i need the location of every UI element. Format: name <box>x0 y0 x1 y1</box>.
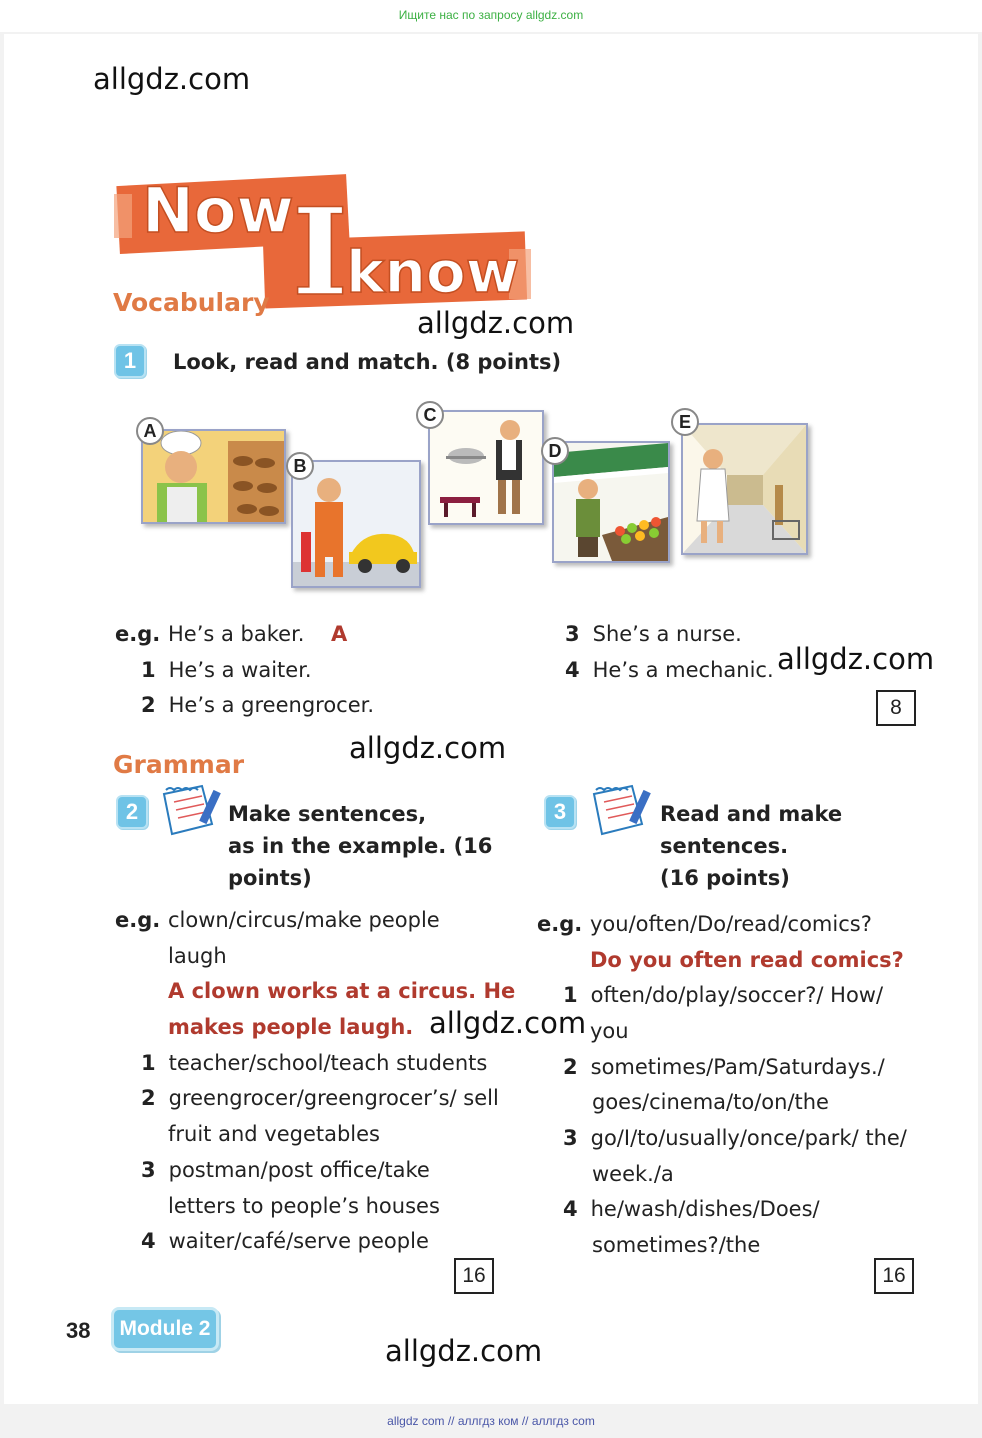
exercise-2-example-answer: A clown works at a circus. He <box>168 979 516 1003</box>
exercise-2-item-continued: fruit and vegetables <box>168 1122 380 1146</box>
exercise-1-item <box>141 652 312 688</box>
top-banner[interactable]: Ищите нас по запросу allgdz.com <box>0 0 982 32</box>
notepad-pencil-icon <box>588 784 656 836</box>
picture-label-e: E <box>671 408 699 436</box>
item-text: he/wash/dishes/Does/ <box>590 1197 820 1221</box>
exercise-1-example-text: He’s a baker. <box>168 622 305 646</box>
textbook-page <box>4 34 978 1404</box>
picture-a-baker <box>141 429 286 524</box>
item-number: 3 <box>565 622 580 646</box>
exercise-3-item <box>563 977 883 1013</box>
item-number: 4 <box>141 1229 156 1253</box>
exercise-1-score-box: 8 <box>876 690 916 726</box>
item-text: teacher/school/teach students <box>168 1051 488 1075</box>
exercise-3-item-continued: sometimes?/the <box>592 1233 761 1257</box>
exercise-1-example-answer: A <box>331 622 348 646</box>
exercise-2-item <box>141 1152 430 1188</box>
exercise-2-example-line: laugh <box>168 944 227 968</box>
exercise-3-instruction <box>660 798 842 894</box>
item-text: often/do/play/soccer?/ How/ <box>590 983 884 1007</box>
exercise-1-item <box>141 687 374 723</box>
watermark: allgdz.com <box>349 731 507 765</box>
item-text: He’s a greengrocer. <box>168 693 375 717</box>
picture-label-c: C <box>416 401 444 429</box>
picture-label-b: B <box>286 452 314 480</box>
picture-label-d: D <box>541 437 569 465</box>
item-number: 3 <box>141 1158 156 1182</box>
item-text: go/I/to/usually/once/park/ the/ <box>590 1126 907 1150</box>
item-number: 3 <box>563 1126 578 1150</box>
vocabulary-heading: Vocabulary <box>113 288 270 317</box>
exercise-1-item <box>565 652 774 688</box>
item-text: sometimes/Pam/Saturdays./ <box>590 1055 885 1079</box>
exercise-3-item <box>563 1049 885 1085</box>
exercise-3-example-text: you/often/Do/read/comics? <box>590 912 872 936</box>
exercise-1-item <box>565 616 742 652</box>
instruction-line: Make sentences, <box>228 802 427 826</box>
exercise-2-example-answer: makes people laugh. <box>168 1015 414 1039</box>
exercise-2-instruction <box>228 798 492 894</box>
item-number: 2 <box>141 693 156 717</box>
svg-text:Now: Now <box>142 174 294 247</box>
exercise-3-score-box: 16 <box>874 1258 914 1294</box>
item-number: 4 <box>563 1197 578 1221</box>
watermark: allgdz.com <box>93 62 251 96</box>
item-number: 2 <box>141 1086 156 1110</box>
grammar-heading: Grammar <box>113 750 245 779</box>
instruction-line: as in the example. (16 <box>228 834 493 858</box>
item-text: He’s a mechanic. <box>592 658 774 682</box>
exercise-2-item <box>141 1045 487 1081</box>
exercise-2-example-prefix: e.g. <box>115 908 161 932</box>
exercise-2-item <box>141 1080 499 1116</box>
exercise-2-example-line: clown/circus/make people <box>168 908 440 932</box>
watermark: allgdz.com <box>777 642 935 676</box>
picture-b-mechanic <box>291 460 421 588</box>
item-text: waiter/café/serve people <box>168 1229 429 1253</box>
bottom-banner[interactable]: allgdz com // аллгдз ком // аллгдз com <box>387 1414 595 1428</box>
notepad-pencil-icon <box>158 784 226 836</box>
picture-d-greengrocer <box>552 441 670 563</box>
page-number: 38 <box>66 1318 91 1343</box>
exercise-2-item <box>141 1223 429 1259</box>
exercise-3-item-continued: week./a <box>592 1162 674 1186</box>
item-number: 1 <box>141 1051 156 1075</box>
exercise-3-item <box>563 1120 907 1156</box>
picture-label-a: A <box>136 417 164 445</box>
watermark: allgdz.com <box>429 1006 587 1040</box>
item-number: 1 <box>563 983 578 1007</box>
exercise-3-number: 3 <box>544 795 576 829</box>
exercise-3-example-prefix: e.g. <box>537 912 583 936</box>
item-number: 1 <box>141 658 156 682</box>
item-number: 4 <box>565 658 580 682</box>
watermark: allgdz.com <box>385 1334 543 1368</box>
exercise-1-number: 1 <box>114 344 146 378</box>
instruction-line: Read and make <box>660 802 843 826</box>
picture-e-nurse <box>681 423 808 555</box>
exercise-2-item-continued: letters to people’s houses <box>168 1194 440 1218</box>
item-number: 2 <box>563 1055 578 1079</box>
item-text: greengrocer/greengrocer’s/ sell <box>168 1086 499 1110</box>
exercise-1-instruction: Look, read and match. (8 points) <box>173 350 562 374</box>
watermark: allgdz.com <box>417 306 575 340</box>
module-badge: Module 2 <box>111 1307 219 1351</box>
exercise-3-item <box>563 1191 820 1227</box>
exercise-3-item-continued: goes/cinema/to/on/the <box>592 1090 829 1114</box>
exercise-3-example-answer: Do you often read comics? <box>590 948 904 972</box>
item-text: postman/post office/take <box>168 1158 430 1182</box>
exercise-2-score-box: 16 <box>454 1258 494 1294</box>
instruction-line: (16 points) <box>660 866 790 890</box>
svg-text:know: know <box>346 238 520 306</box>
svg-text:I: I <box>292 182 349 323</box>
exercise-2-number: 2 <box>116 795 148 829</box>
instruction-line: sentences. <box>660 834 789 858</box>
instruction-line: points) <box>228 866 312 890</box>
exercise-3-item-continued: you <box>590 1019 629 1043</box>
item-text: He’s a waiter. <box>168 658 312 682</box>
item-text: She’s a nurse. <box>592 622 742 646</box>
picture-c-waiter <box>428 410 544 525</box>
exercise-1-example-prefix: e.g. <box>115 622 161 646</box>
